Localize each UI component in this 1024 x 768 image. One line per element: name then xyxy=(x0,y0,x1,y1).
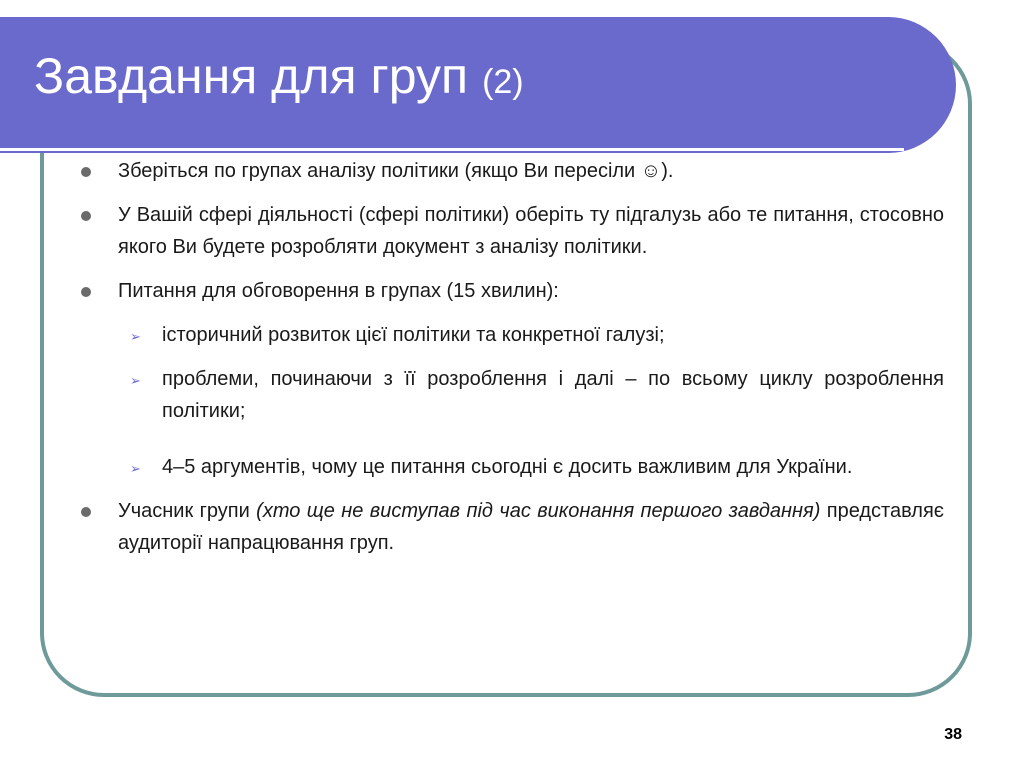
round-bullet-icon xyxy=(81,167,91,177)
slide-title-text: Завдання для груп xyxy=(34,48,469,104)
arrow-bullet-icon: ➢ xyxy=(130,329,141,344)
bullet-text: Питання для обговорення в групах (15 хвилин): xyxy=(118,280,559,302)
slide-title-suffix: (2) xyxy=(482,63,524,101)
title-underline xyxy=(0,148,904,151)
round-bullet-icon xyxy=(81,287,91,297)
bullet-item xyxy=(78,495,944,559)
bullet-text: Зберіться по групах аналізу політики (якщо Ви пересіли ☺). xyxy=(118,160,674,182)
bullet-text: У Вашій сфері діяльності (сфері політики) оберіть ту підгалузь або те питання, стосовно якого Ви будете розробляти документ з аналізу політики. xyxy=(118,204,944,258)
sub-bullet-item xyxy=(78,363,944,427)
round-bullet-icon xyxy=(81,507,91,517)
page-number: 38 xyxy=(944,726,962,743)
sub-bullet-item xyxy=(78,319,944,351)
bullet-text: Учасник групи xyxy=(118,500,250,522)
slide-body xyxy=(78,155,944,571)
sub-bullet-text: 4–5 аргументів, чому це питання сьогодні є досить важливим для України. xyxy=(162,456,853,478)
arrow-bullet-icon: ➢ xyxy=(130,373,141,388)
sub-bullet-item xyxy=(78,451,944,483)
bullet-italic-text: (хто ще не виступав під час виконання першого завдання) xyxy=(256,500,821,522)
bullet-text-tail: представляє аудиторії напрацювання груп. xyxy=(118,500,944,554)
bullet-item xyxy=(78,199,944,263)
sub-bullet-text: проблеми, починаючи з її розроблення і далі – по всьому циклу розроблення політики; xyxy=(162,368,944,422)
round-bullet-icon xyxy=(81,211,91,221)
arrow-bullet-icon: ➢ xyxy=(130,461,141,476)
bullet-item xyxy=(78,275,944,307)
sub-bullet-text: історичний розвиток цієї політики та конкретної галузі; xyxy=(162,324,665,346)
slide-title xyxy=(34,46,524,112)
bullet-item xyxy=(78,155,944,187)
